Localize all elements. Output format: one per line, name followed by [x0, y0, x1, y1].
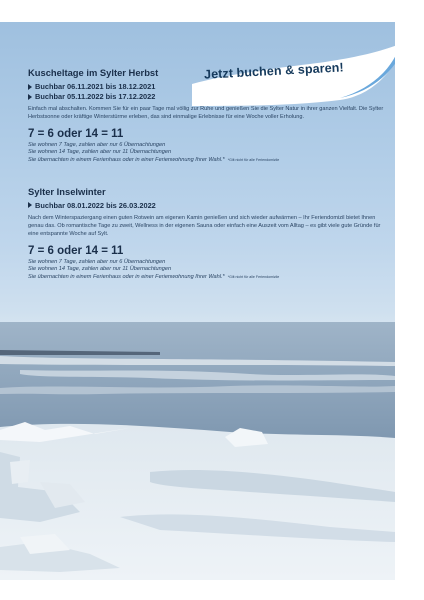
booking-text: Buchbar 08.01.2022 bis 26.03.2022 — [35, 200, 156, 210]
section2 — [28, 186, 388, 282]
content-column — [28, 67, 388, 282]
section2-paragraph: Nach dem Winterspaziergang einen guten Rotwein am eigenen Kamin genießen und sich wieder aufwärmen – Ihr Feriendomizil bietet Ihnen genau das. Ob romantische Tage zu zweit, Wellness in der eigenen Sauna oder einfach eine Auszeit vom Alltag – es gibt viele gute Gründe für eine entspannte Woche auf Sylt. — [28, 214, 381, 238]
offer-line: Sie wohnen 14 Tage, zahlen aber nur 11 Übernachtungen — [28, 266, 172, 273]
booking-text: Buchbar 05.11.2022 bis 17.12.2022 — [35, 92, 156, 101]
bullet-triangle-icon — [28, 84, 32, 90]
section1-title: Kuscheltage im Sylter Herbst — [28, 67, 159, 78]
offer-line: Sie übernachten in einem Ferienhaus oder in einer Ferienwohnung Ihrer Wahl.* — [28, 157, 225, 163]
offer-line: Sie wohnen 7 Tage, zahlen aber nur 6 Übernachtungen — [28, 258, 166, 265]
footnote: *Gilt nicht für alle Feriendomizile — [227, 275, 280, 279]
banner-text: Jetzt buchen & sparen! — [203, 60, 345, 82]
offer-line: Sie wohnen 7 Tage, zahlen aber nur 6 Übernachtungen — [28, 141, 166, 148]
frozen-sea-photo — [0, 322, 395, 580]
section1-paragraph: Einfach mal abschalten. Kommen Sie für ein paar Tage mal völlig zur Ruhe und genießen Sie die Sylter Natur in ihrer ganzen Vielfalt. Die Sylter Herbstsonne oder kräftige Winterstürme erleben, das sind einmalige Erlebnisse für eine Woche voller Erholung. — [28, 106, 384, 121]
booking-text: Buchbar 06.11.2021 bis 18.12.2021 — [35, 82, 156, 91]
offer-line-with-note — [28, 274, 388, 282]
bullet-triangle-icon — [28, 202, 32, 208]
offer-line: Sie übernachten in einem Ferienhaus oder in einer Ferienwohnung Ihrer Wahl.* — [28, 274, 225, 280]
offer-line-with-note — [28, 157, 388, 165]
section2-offer: 7 = 6 oder 14 = 11 — [28, 244, 124, 257]
offer-line: Sie wohnen 14 Tage, zahlen aber nur 11 Übernachtungen — [28, 149, 172, 156]
section2-title: Sylter Inselwinter — [28, 185, 106, 197]
bullet-triangle-icon — [28, 94, 32, 100]
booking-period — [28, 82, 388, 91]
booking-period — [28, 92, 388, 101]
footnote: *Gilt nicht für alle Feriendomizile — [227, 158, 280, 162]
brochure-page — [0, 22, 395, 580]
booking-period — [28, 201, 388, 210]
section1-offer: 7 = 6 oder 14 = 11 — [28, 127, 124, 140]
